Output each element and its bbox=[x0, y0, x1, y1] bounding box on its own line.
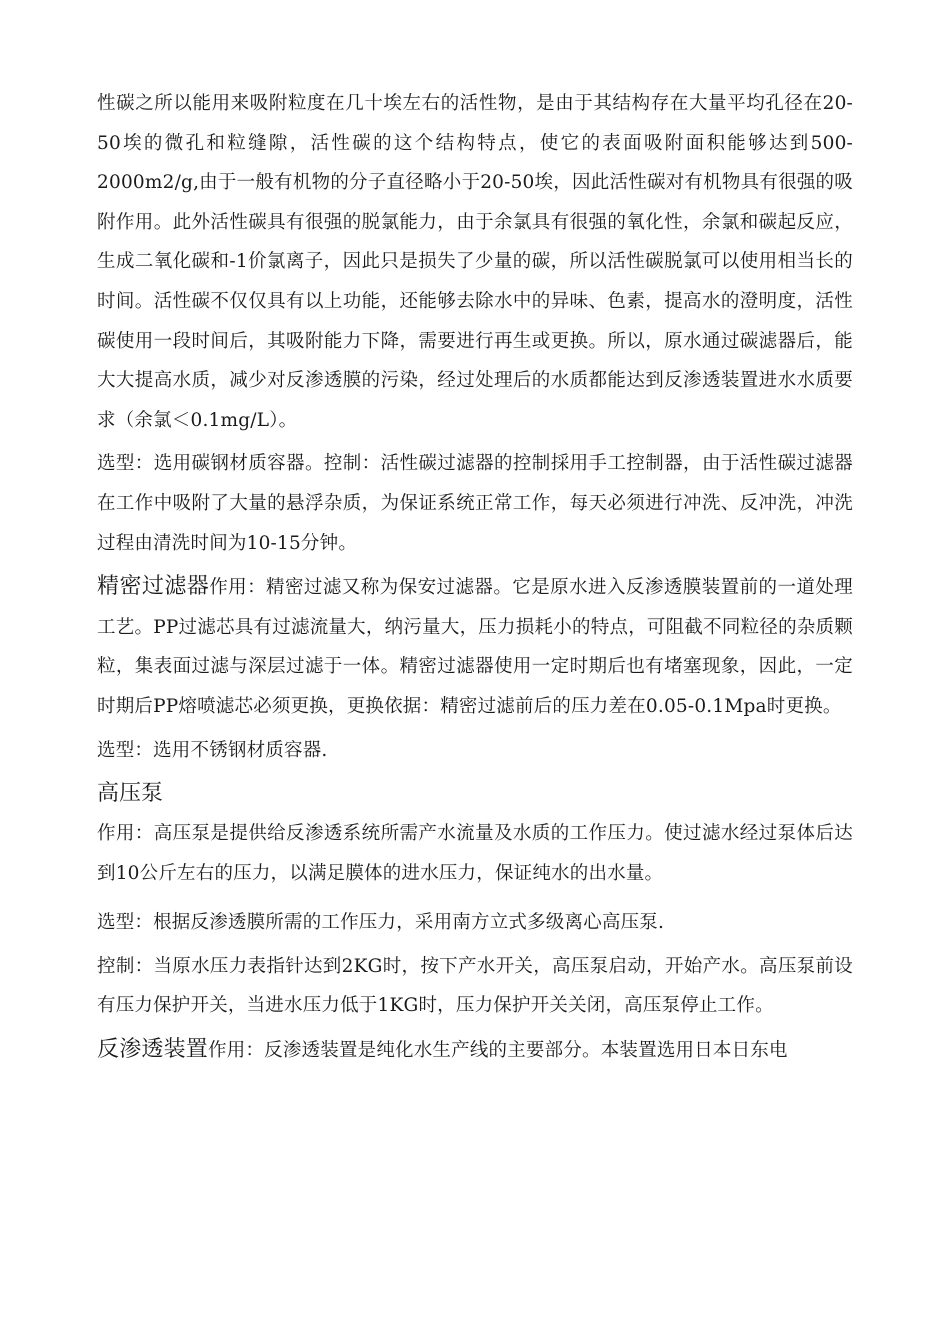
ro-device-paragraph bbox=[97, 1030, 853, 1071]
pump-control-paragraph: 控制：当原水压力表指针达到2KG时，按下产水开关，高压泵启动，开始产水。高压泵前设有压力保护开关，当进水压力低于1KG时，压力保护开关关闭，高压泵停止工作。 bbox=[97, 955, 853, 1017]
ro-device-body: 作用：反渗透装置是纯化水生产线的主要部分。本装置选用日本日东电 bbox=[208, 1040, 788, 1062]
pump-function-paragraph: 作用：高压泵是提供给反渗透系统所需产水流量及水质的工作压力。使过滤水经过泵体后达到10公斤左右的压力，以满足膜体的进水压力，保证纯水的出水量。 bbox=[97, 823, 853, 884]
carbon-intro-paragraph: 性碳之所以能用来吸附粒度在几十埃左右的活性物，是由于其结构存在大量平均孔径在20-50埃的微孔和粒缝隙，活性碳的这个结构特点，使它的表面吸附面积能够达到500-2000m2/g,由于一般有机物的分子直径略小于20-50埃，因此活性碳对有机物具有很强的吸附作用。此外活性碳具有很强的脱氯能力，由于余氯具有很强的氧化性，余氯和碳起反应，生成二氧化碳和-1价氯离子，因此只是损失了少量的碳，所以活性碳脱氯可以使用相当长的时间。活性碳不仅仅具有以上功能，还能够去除水中的异味、色素，提高水的澄明度，活性碳使用一段时间后，其吸附能力下降，需要进行再生或更换。所以，原水通过碳滤器后，能大大提高水质，减少对反渗透膜的污染，经过处理后的水质都能达到反渗透装置进水水质要求（余氯＜0.1mg/L）。 bbox=[97, 93, 853, 431]
high-pressure-pump-heading: 高压泵 bbox=[97, 781, 164, 807]
precision-selection-paragraph: 选型：选用不锈钢材质容器. bbox=[97, 739, 328, 761]
carbon-selection-paragraph: 选型：选用碳钢材质容器。控制：活性碳过滤器的控制採用手工控制器，由于活性碳过滤器在工作中吸附了大量的悬浮杂质，为保证系统正常工作，每天必须进行冲洗、反冲洗，冲洗过程由清洗时间为10-15分钟。 bbox=[97, 453, 853, 554]
precision-filter-heading: 精密过滤器 bbox=[97, 574, 210, 600]
ro-device-heading: 反渗透装置 bbox=[97, 1037, 209, 1063]
pump-selection-paragraph: 选型：根据反渗透膜所需的工作压力，采用南方立式多级离心高压泵. bbox=[97, 912, 665, 934]
precision-filter-body: 作用：精密过滤又称为保安过滤器。它是原水进入反渗透膜装置前的一道处理工艺。PP过滤芯具有过滤流量大，纳污量大，压力损耗小的特点，可阻截不同粒径的杂质颗粒，集表面过滤与深层过滤于一体。精密过滤器使用一定时期后也有堵塞现象，因此，一定时期后PP熔喷滤芯必须更换，更换依据：精密过滤前后的压力差在0.05-0.1Mpa时更换。 bbox=[97, 577, 853, 717]
precision-filter-paragraph bbox=[97, 567, 853, 726]
document-page bbox=[97, 84, 853, 1071]
